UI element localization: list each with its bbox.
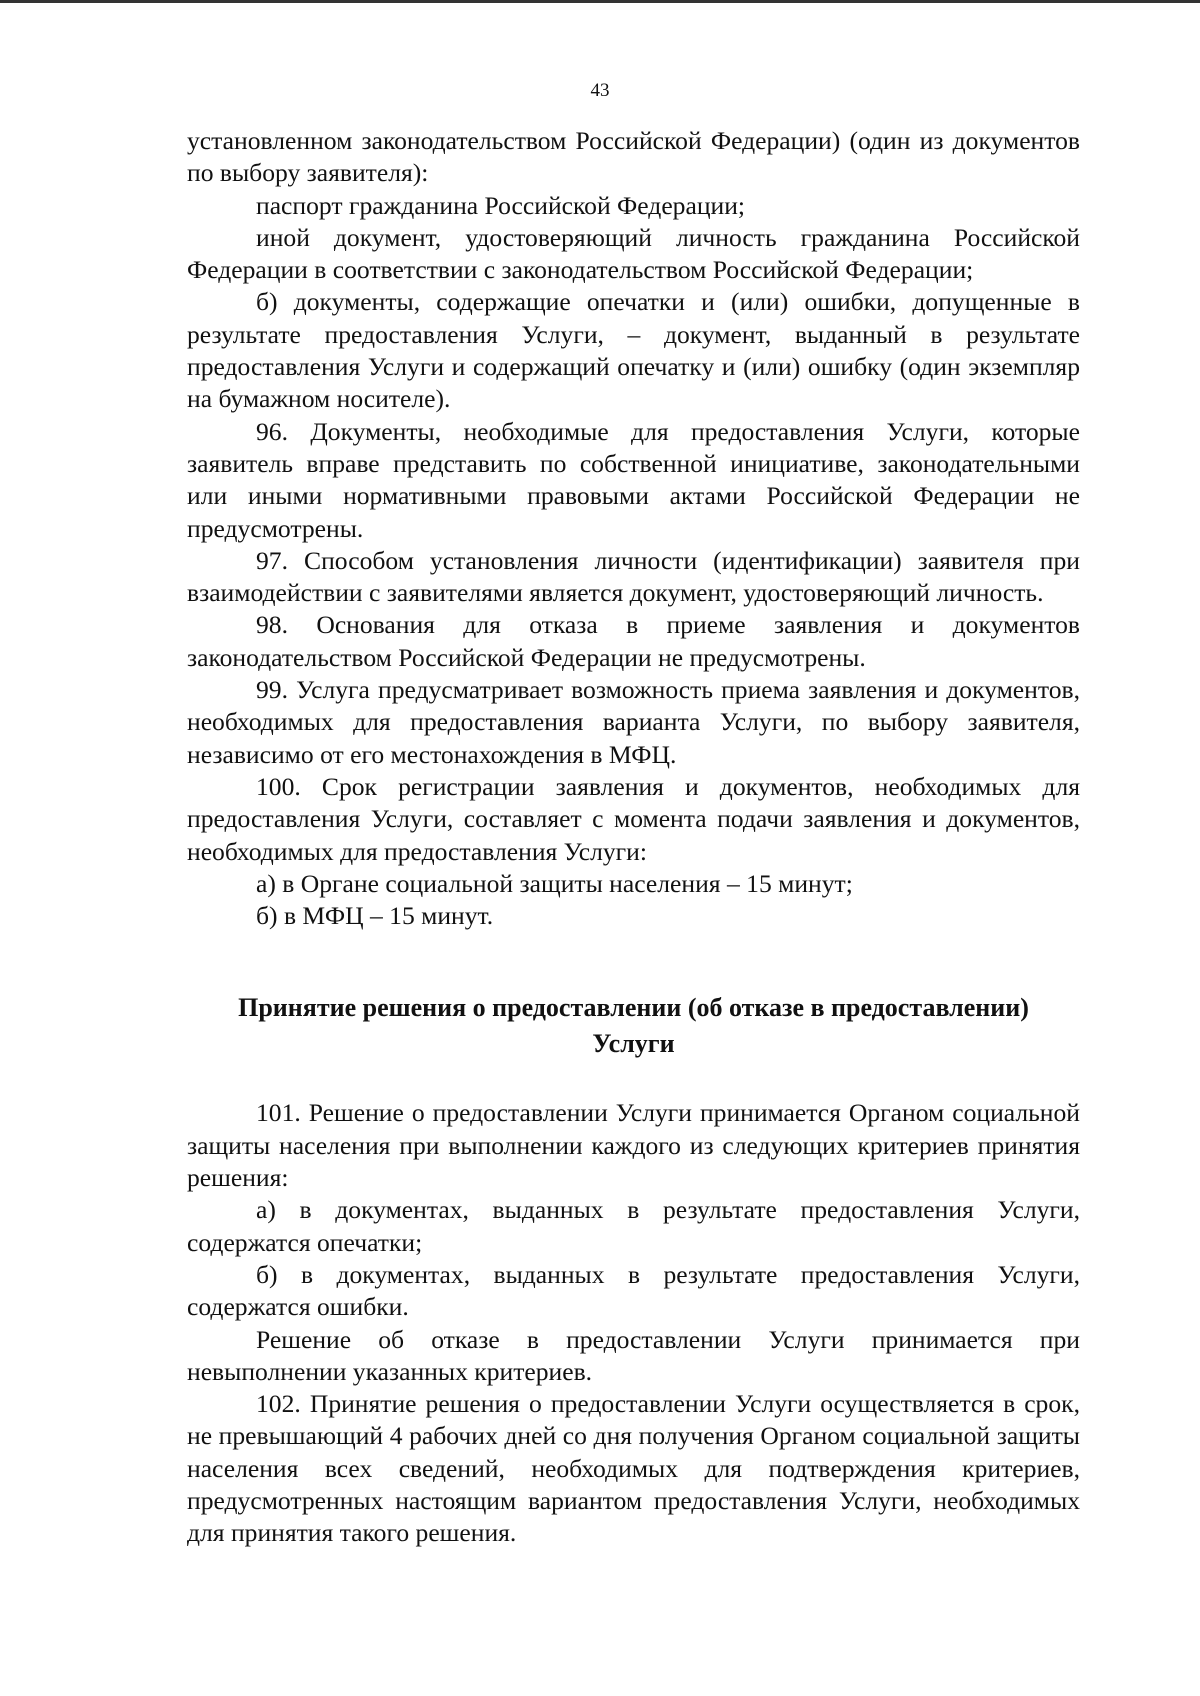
paragraph-98: 98. Основания для отказа в приеме заявления и документов законодательством Российской Федерации не предусмотрены. (187, 610, 1080, 672)
top-border-line (0, 0, 1200, 3)
paragraph-97: 97. Способом установления личности (идентификации) заявителя при взаимодействии с заявителями является документ, удостоверяющий личность. (187, 545, 1080, 608)
criterion-b: б) в документах, выданных в результате предоставления Услуги, содержатся ошибки. (187, 1259, 1080, 1322)
paragraph-101: 101. Решение о предоставлении Услуги принимается Органом социальной защиты населения при выполнении каждого из следующих критериев принятия решения: (187, 1098, 1080, 1193)
list-item-a: а) в Органе социальной защиты населения – 15 минут; (256, 868, 853, 898)
section-heading-line1: Принятие решения о предоставлении (об отказе в предоставлении) (238, 993, 1029, 1023)
paragraph-99: 99. Услуга предусматривает возможность приема заявления и документов, необходимых для предоставления варианта Услуги, по выбору заявителя, независимо от его местонахождения в МФЦ. (187, 675, 1080, 769)
criterion-a: а) в документах, выданных в результате предоставления Услуги, содержатся опечатки; (187, 1195, 1080, 1257)
section-heading-line2: Услуги (592, 1029, 675, 1059)
paragraph-other-document: иной документ, удостоверяющий личность гражданина Российской Федерации в соответствии с законодательством Российской Федерации; (187, 222, 1080, 285)
page-number: 43 (590, 80, 610, 101)
list-item-b: б) в МФЦ – 15 минут. (256, 901, 494, 931)
section-heading (187, 990, 1080, 1062)
paragraph-96: 96. Документы, необходимые для предоставления Услуги, которые заявитель вправе представить по собственной инициативе, законодательными или иными нормативными правовыми актами Российской Федерации не предусмотрены. (187, 416, 1080, 543)
paragraph-100: 100. Срок регистрации заявления и документов, необходимых для предоставления Услуги, составляет с момента подачи заявления и документов, необходимых для предоставления Услуги: (187, 771, 1080, 866)
paragraph-passport: паспорт гражданина Российской Федерации; (256, 190, 746, 220)
paragraph-102: 102. Принятие решения о предоставлении Услуги осуществляется в срок, не превышающий 4 рабочих дней со дня получения Органом социальной защиты населения всех сведений, необходимых для подтверждения критериев, предусмотренных настоящим вариантом предоставления Услуги, необходимых для принятия такого решения. (187, 1389, 1080, 1548)
paragraph-documents-with-errors: б) документы, содержащие опечатки и (или) ошибки, допущенные в результате предоставления Услуги, – документ, выданный в результате предоставления Услуги и содержащий опечатку и (или) ошибку (один экземпляр на бумажном носителе). (187, 287, 1080, 414)
document-body (187, 125, 1080, 1550)
paragraph-refusal-decision: Решение об отказе в предоставлении Услуги принимается при невыполнении указанных критериев. (187, 1324, 1080, 1386)
paragraph-continuation: установленном законодательством Российской Федерации) (один из документов по выбору заявителя): (187, 126, 1080, 188)
